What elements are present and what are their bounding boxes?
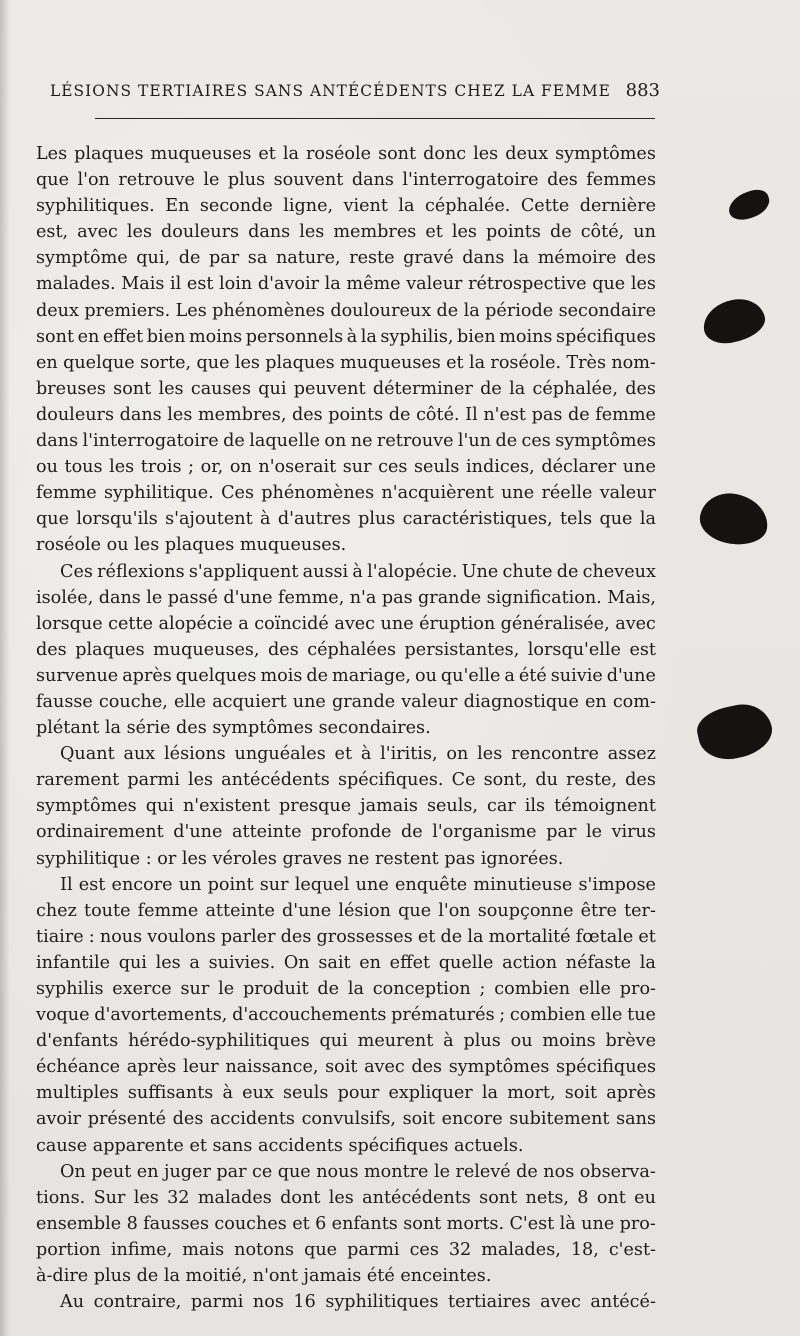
text-line: tiaire : nous voulons parler des grossesses et de la mortalité fœtale et bbox=[36, 926, 656, 947]
ink-blot bbox=[700, 295, 768, 347]
text-line: fausse couche, elle acquiert une grande valeur diagnostique en com- bbox=[36, 691, 656, 712]
text-line: plétant la série des symptômes secondaires. bbox=[36, 718, 431, 739]
ink-blot bbox=[693, 699, 776, 765]
page-edge-shadow bbox=[0, 0, 10, 1336]
text-line: chez toute femme atteinte d'une lésion que l'on soupçonne être ter- bbox=[36, 900, 656, 921]
text-line: Les plaques muqueuses et la roséole sont donc les deux symptômes bbox=[36, 144, 656, 164]
text-line: d'enfants hérédo-syphilitiques qui meurent à plus ou moins brève bbox=[36, 1031, 656, 1052]
text-line: dans l'interrogatoire de laquelle on ne retrouve l'un de ces symptômes bbox=[36, 431, 656, 452]
text-line: échéance après leur naissance, soit avec des symptômes spécifiques bbox=[36, 1057, 656, 1078]
text-line: en quelque sorte, que les plaques muqueuses et la roséole. Très nom- bbox=[36, 352, 656, 373]
text-line: à-dire plus de la moitié, n'ont jamais été enceintes. bbox=[36, 1266, 492, 1287]
text-line: symptôme qui, de par sa nature, reste gravé dans la mémoire des bbox=[36, 248, 656, 269]
header-rule bbox=[95, 118, 655, 119]
body-text bbox=[36, 141, 656, 1315]
text-line: On peut en juger par ce que nous montre le relevé de nos observa- bbox=[60, 1161, 656, 1182]
text-line: sont en effet bien moins personnels à la syphilis, bien moins spécifiques bbox=[36, 326, 656, 347]
text-line: douleurs dans les membres, des points de côté. Il n'est pas de femme bbox=[36, 404, 656, 425]
ink-blot bbox=[725, 186, 773, 224]
text-line: est, avec les douleurs dans les membres et les points de côté, un bbox=[36, 222, 656, 243]
page-number: 883 bbox=[625, 80, 660, 101]
text-line: syphilitiques. En seconde ligne, vient la céphalée. Cette dernière bbox=[36, 196, 656, 217]
text-line: syphilis exerce sur le produit de la conception ; combien elle pro- bbox=[36, 979, 656, 999]
text-line: multiples suffisants à eux seuls pour expliquer la mort, soit après bbox=[36, 1083, 656, 1104]
text-line: tions. Sur les 32 malades dont les antécédents sont nets, 8 ont eu bbox=[36, 1187, 656, 1208]
text-line: symptômes qui n'existent presque jamais seuls, car ils témoignent bbox=[36, 796, 656, 817]
text-line: lorsque cette alopécie a coïncidé avec une éruption généralisée, avec bbox=[36, 613, 656, 634]
page-header bbox=[50, 82, 660, 108]
text-line: Quant aux lésions unguéales et à l'iritis, on les rencontre assez bbox=[60, 744, 656, 765]
text-line: avoir présenté des accidents convulsifs, soit encore subitement sans bbox=[36, 1109, 656, 1130]
text-line: ensemble 8 fausses couches et 6 enfants sont morts. C'est là une pro- bbox=[36, 1213, 656, 1234]
text-line: rarement parmi les antécédents spécifiques. Ce sont, du reste, des bbox=[36, 770, 656, 791]
text-line: Au contraire, parmi nos 16 syphilitiques tertiaires avec antécé- bbox=[60, 1292, 656, 1313]
text-line: des plaques muqueuses, des céphalées persistantes, lorsqu'elle est bbox=[36, 639, 656, 660]
text-line: breuses sont les causes qui peuvent déterminer de la céphalée, des bbox=[36, 378, 656, 399]
text-line: isolée, dans le passé d'une femme, n'a pas grande signification. Mais, bbox=[36, 587, 656, 608]
running-title: LÉSIONS TERTIAIRES SANS ANTÉCÉDENTS CHEZ LA FEMME bbox=[50, 82, 611, 100]
text-line: que lorsqu'ils s'ajoutent à d'autres plus caractéristiques, tels que la bbox=[36, 509, 656, 530]
ink-blot bbox=[697, 490, 771, 549]
text-line: cause apparente et sans accidents spécifiques actuels. bbox=[36, 1135, 524, 1156]
text-line: syphilitique : or les véroles graves ne restent pas ignorées. bbox=[36, 848, 564, 869]
text-line: Il est encore un point sur lequel une enquête minutieuse s'impose bbox=[60, 874, 656, 895]
text-line: que l'on retrouve le plus souvent dans l'interrogatoire des femmes bbox=[36, 170, 656, 191]
text-line: ordinairement d'une atteinte profonde de l'organisme par le virus bbox=[36, 822, 656, 843]
text-line: malades. Mais il est loin d'avoir la même valeur rétrospective que les bbox=[36, 274, 656, 295]
text-line: roséole ou les plaques muqueuses. bbox=[36, 535, 347, 556]
text-line: femme syphilitique. Ces phénomènes n'acquièrent une réelle valeur bbox=[36, 483, 656, 504]
text-line: Ces réflexions s'appliquent aussi à l'alopécie. Une chute de cheveux bbox=[60, 561, 656, 582]
text-line: ou tous les trois ; or, on n'oserait sur ces seuls indices, déclarer une bbox=[36, 457, 656, 478]
text-line: voque d'avortements, d'accouchements prématurés ; combien elle tue bbox=[36, 1005, 656, 1026]
text-line: survenue après quelques mois de mariage, ou qu'elle a été suivie d'une bbox=[36, 665, 656, 686]
text-line: portion infime, mais notons que parmi ces 32 malades, 18, c'est- bbox=[36, 1239, 656, 1260]
text-line: infantile qui les a suivies. On sait en effet quelle action néfaste la bbox=[36, 952, 656, 973]
text-line: deux premiers. Les phénomènes douloureux de la période secondaire bbox=[36, 300, 656, 321]
